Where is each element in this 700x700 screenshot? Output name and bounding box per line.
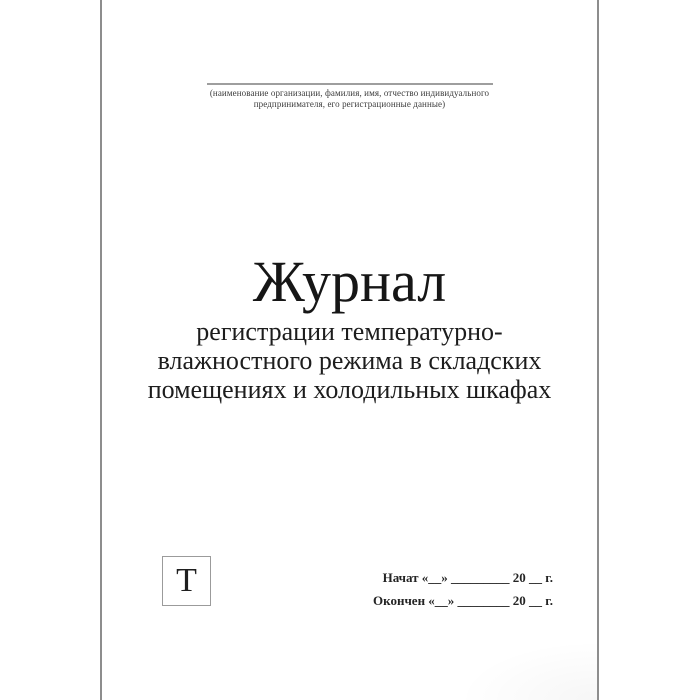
series-letter-box [162,556,211,606]
journal-subtitle-line3: помещениях и холодильных шкафах [147,375,552,404]
journal-subtitle-line1: регистрации температурно- [196,317,503,346]
series-letter: Т [176,562,197,599]
organization-header [102,83,597,110]
start-date-line: Начат «__» _________ 20 __ г. [382,570,553,585]
organization-caption-line2: предпринимателя, его регистрационные данные) [253,99,446,109]
journal-cover-page [100,0,599,700]
journal-title: Журнал [252,249,447,314]
journal-subtitle [102,317,597,404]
journal-dates [373,566,553,612]
end-date-line: Окончен «__» ________ 20 __ г. [373,593,553,608]
organization-signature-line [207,83,493,85]
organization-caption-line1: (наименование организации, фамилия, имя, отчество индивидуального [209,88,490,98]
journal-subtitle-line2: влажностного режима в складских [157,346,542,375]
title-block [102,250,597,404]
